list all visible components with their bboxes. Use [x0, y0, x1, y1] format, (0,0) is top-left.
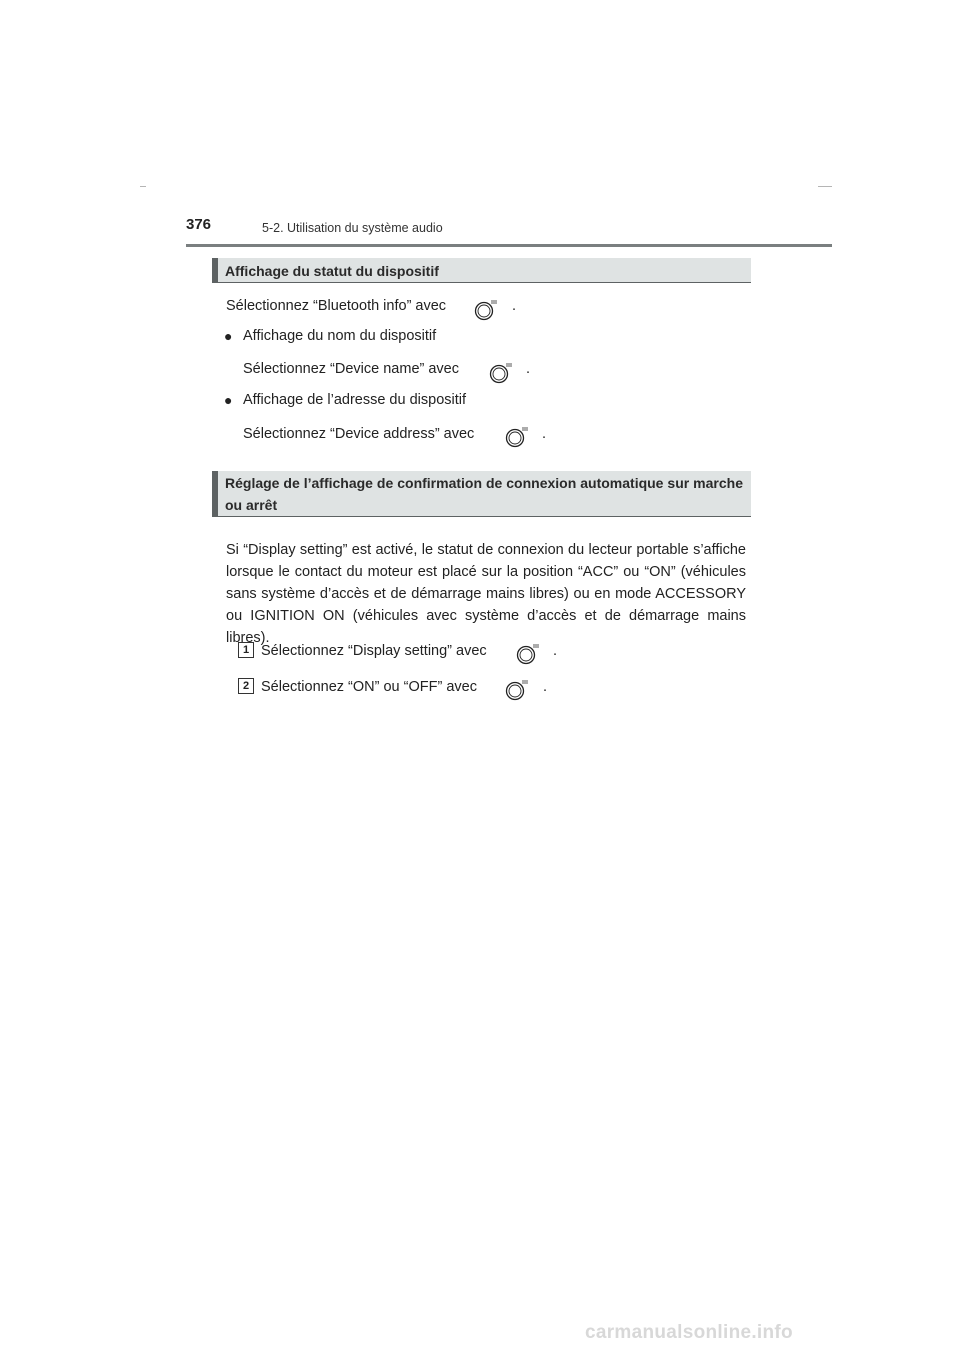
step-text: Sélectionnez “Display setting” avec — [261, 643, 487, 659]
section-underline — [218, 282, 751, 283]
period: . — [512, 298, 517, 314]
tune-select-knob-icon — [472, 295, 502, 323]
section-title: Affichage du statut du dispositif — [225, 263, 439, 279]
section-bar — [212, 471, 218, 517]
chapter-title: 5-2. Utilisation du système audio — [262, 221, 443, 235]
period: . — [526, 361, 531, 377]
bullet-icon: ● — [224, 392, 233, 408]
header-rule — [186, 244, 832, 247]
description-paragraph: Si “Display setting” est activé, le statut de connexion du lecteur portable s’affiche lorsque le contact du moteur est placé sur la position “ACC” ou “ON” (véhicules sans système d’accès et de démarrage mains libres) ou en mode ACCESSORY ou IGNITION ON (véhicules avec système d’accès et de démarrage mains libres). — [226, 542, 746, 646]
tune-select-knob-icon — [503, 422, 533, 450]
section-heading-auto-connection — [212, 471, 751, 517]
section-bar — [212, 258, 218, 283]
section-heading-device-status — [212, 258, 751, 283]
page-number: 376 — [186, 216, 212, 233]
item-label-device-name: Affichage du nom du dispositif — [243, 328, 437, 344]
bullet-icon: ● — [224, 328, 233, 344]
period: . — [543, 679, 548, 695]
tune-select-knob-icon — [487, 358, 517, 386]
item-label-device-address: Affichage de l’adresse du dispositif — [243, 392, 467, 408]
crop-mark-left — [140, 186, 146, 187]
instruction-bluetooth-info — [226, 298, 446, 314]
step-text: Sélectionnez “ON” ou “OFF” avec — [261, 679, 477, 695]
step-number-badge: 1 — [238, 642, 254, 658]
period: . — [542, 426, 547, 442]
instruction-text: Sélectionnez “Bluetooth info” avec — [226, 298, 447, 314]
period: . — [553, 643, 558, 659]
step-number-badge: 2 — [238, 678, 254, 694]
crop-mark-right — [818, 186, 832, 187]
section-underline — [218, 516, 751, 517]
tune-select-knob-icon — [514, 639, 544, 667]
watermark-text[interactable]: carmanualsonline.info — [585, 1322, 793, 1343]
instruction-device-address: Sélectionnez “Device address” avec — [243, 426, 475, 442]
instruction-device-name: Sélectionnez “Device name” avec — [243, 361, 459, 377]
section-title: Réglage de l’affichage de confirmation de connexion automatique sur marche ou arrêt — [225, 475, 743, 513]
tune-select-knob-icon — [503, 675, 533, 703]
